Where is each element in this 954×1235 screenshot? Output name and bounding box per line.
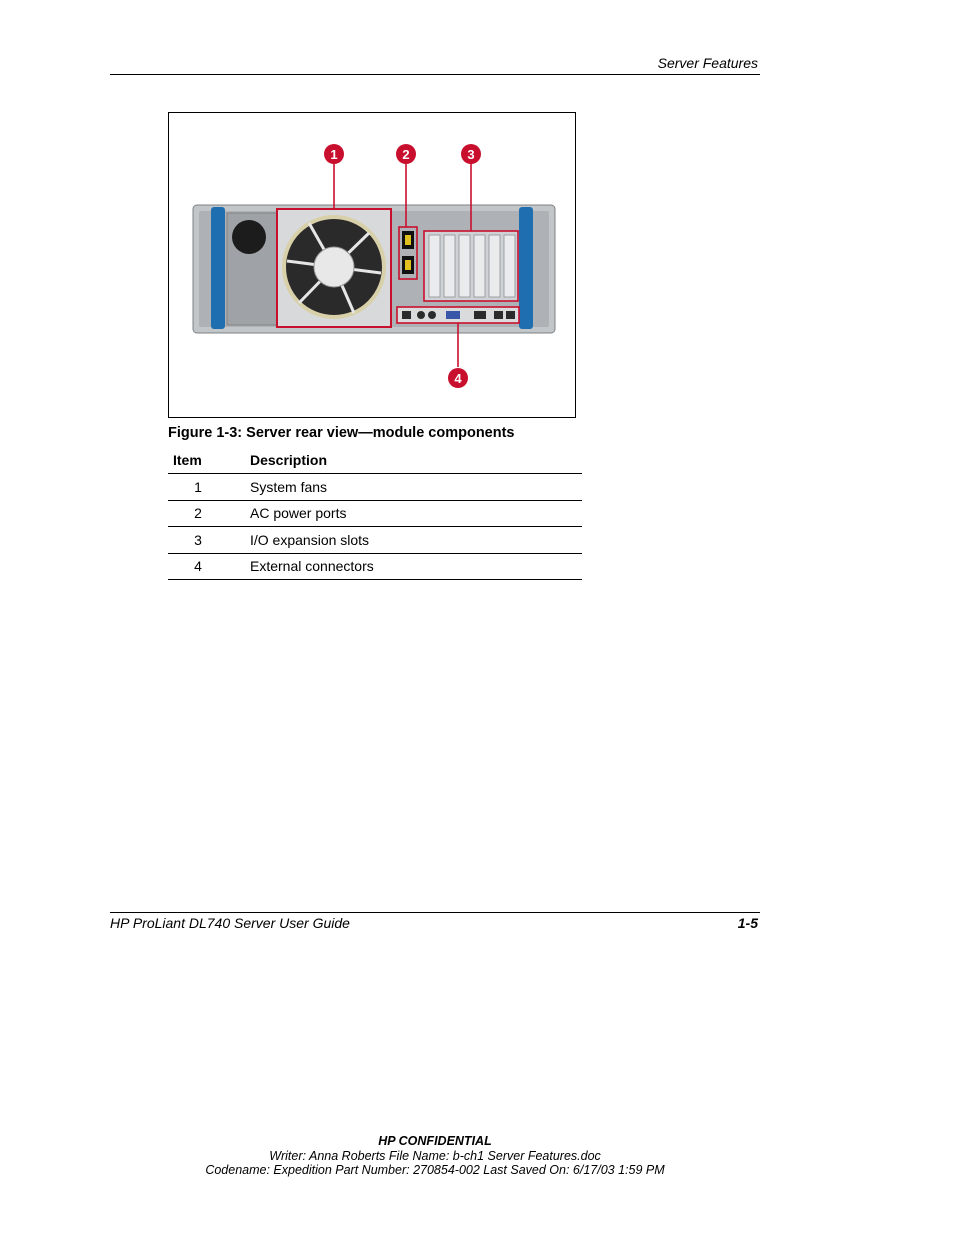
running-header: Server Features bbox=[657, 55, 758, 71]
page-number: 1-5 bbox=[737, 915, 758, 931]
confidential-codename-line: Codename: Expedition Part Number: 270854-002 Last Saved On: 6/17/03 1:59 PM bbox=[205, 1163, 665, 1177]
footer-rule bbox=[110, 912, 760, 913]
item-description: System fans bbox=[250, 474, 582, 501]
callout-2 bbox=[396, 144, 416, 164]
footer-guide-title: HP ProLiant DL740 Server User Guide bbox=[110, 915, 350, 931]
callout-3 bbox=[461, 144, 481, 164]
table-row bbox=[168, 553, 582, 580]
item-number: 3 bbox=[168, 527, 250, 554]
connector-ports bbox=[402, 311, 515, 319]
component-table bbox=[168, 450, 582, 580]
confidential-writer-line: Writer: Anna Roberts File Name: b-ch1 Server Features.doc bbox=[269, 1149, 601, 1163]
fan-hub bbox=[314, 247, 354, 287]
svg-text:2: 2 bbox=[402, 147, 410, 162]
callout-1 bbox=[324, 144, 344, 164]
figure-frame bbox=[168, 112, 576, 418]
item-description: AC power ports bbox=[250, 500, 582, 527]
svg-text:3: 3 bbox=[467, 147, 475, 162]
confidential-label: HP CONFIDENTIAL bbox=[378, 1134, 492, 1148]
item-number: 2 bbox=[168, 500, 250, 527]
table-row bbox=[168, 474, 582, 501]
item-number: 1 bbox=[168, 474, 250, 501]
table-row bbox=[168, 500, 582, 527]
server-rear-illustration bbox=[169, 113, 575, 417]
table-row bbox=[168, 527, 582, 554]
column-header-description: Description bbox=[250, 450, 582, 474]
psu-knob bbox=[232, 220, 266, 254]
column-header-item: Item bbox=[168, 450, 250, 474]
callout-4 bbox=[448, 368, 468, 388]
item-description: I/O expansion slots bbox=[250, 527, 582, 554]
table-header-row bbox=[168, 450, 582, 474]
left-handle bbox=[211, 207, 225, 329]
right-handle bbox=[519, 207, 533, 329]
figure-caption: Figure 1-3: Server rear view—module components bbox=[168, 425, 515, 441]
item-description: External connectors bbox=[250, 553, 582, 580]
svg-text:1: 1 bbox=[330, 147, 338, 162]
header-rule bbox=[110, 74, 760, 75]
item-number: 4 bbox=[168, 553, 250, 580]
svg-text:4: 4 bbox=[454, 371, 462, 386]
